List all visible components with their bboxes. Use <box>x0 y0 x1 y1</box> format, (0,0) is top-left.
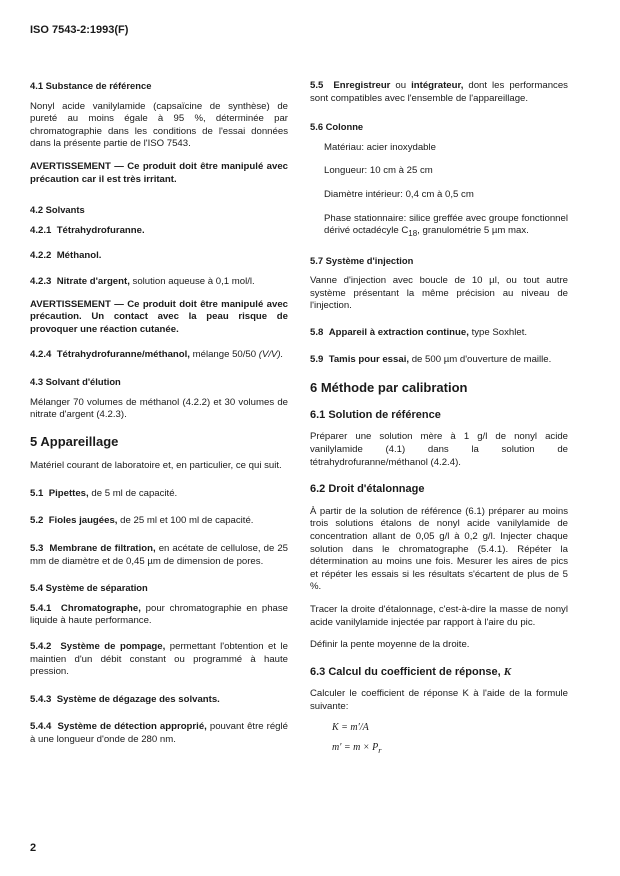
section-5-6-heading: 5.6 Colonne <box>310 121 364 133</box>
section-6-1-heading: 6.1 Solution de référence <box>310 408 441 421</box>
formula-k: K = m′/A <box>332 721 369 733</box>
item-num: 5.1 <box>30 487 44 499</box>
item-text: permettant l'obtention et le maintien d'un débit constant ou programmé à haute pression. <box>30 641 288 678</box>
section-6-1-text: Préparer une solution mère à 1 g/l de nonyl acide vanilylamide (4.1) dans la solution de tétrahydrofuranne/méthanol (4.2.4). <box>310 431 568 468</box>
item-bold: Enregistreur <box>333 80 391 91</box>
item-num: 4.2.2 <box>30 250 52 262</box>
item-num: 4.2.4 <box>30 349 52 361</box>
item-bold: Tétrahydrofuranne. <box>56 224 145 236</box>
section-6-2-text-1: À partir de la solution de référence (6.1) préparer au moins trois solutions étalons de nonyl acide vanilylamide de concentration allant de 0,05 g/l à 0,2 g/l. Injecter chaque solution dans le chromatographe (5.4.1). Répéter la détermination au moins une fois. Mesurer les aires de pics et répéter les essais si les résultats s'écartent de plus de 5 %. <box>310 505 568 593</box>
item-bold: Système de détection approprié, <box>57 721 207 733</box>
formula-text: m′ = m × P <box>332 742 379 754</box>
section-4-1-heading: 4.1 Substance de référence <box>30 80 152 91</box>
item-bold: Système de dégazage des solvants. <box>56 693 220 705</box>
column-material: Matériau: acier inoxydable <box>324 141 436 153</box>
column-phase <box>310 213 568 241</box>
column-diameter: Diamètre intérieur: 0,4 cm à 0,5 cm <box>324 188 474 200</box>
formula-subscript: r <box>378 746 382 756</box>
item-bold: Tamis pour essai, <box>328 353 410 365</box>
formula-m-prime <box>310 742 568 758</box>
section-5-7-heading: 5.7 Système d'injection <box>310 254 414 266</box>
item-text: de 25 ml et 100 ml de capacité. <box>117 515 254 527</box>
warning-2: AVERTISSEMENT — Ce produit doit être manipulé avec précaution. Un contact avec la peau risque de provoquer une réaction cutanée. <box>30 298 288 335</box>
item-bold: Appareil à extraction continue, <box>328 327 469 339</box>
document-header: ISO 7543-2:1993(F) <box>30 24 129 36</box>
section-6-heading: 6 Méthode par calibration <box>310 380 468 396</box>
item-5-4-1 <box>30 603 288 628</box>
section-5-text: Matériel courant de laboratoire et, en particulier, ce qui suit. <box>30 460 282 472</box>
item-unit: (V/V). <box>258 349 284 361</box>
item-5-8 <box>310 327 568 340</box>
item-num: 5.5 <box>310 80 324 91</box>
section-5-4-heading: 5.4 Système de séparation <box>30 582 148 594</box>
item-5-9 <box>310 354 568 367</box>
item-text: type Soxhlet. <box>468 327 528 339</box>
item-text: en acétate de cellulose, de 25 mm de diamètre et de 0,45 µm de dimension de pores. <box>30 543 288 567</box>
item-4-2-2 <box>30 250 288 263</box>
item-5-4-4 <box>30 721 288 746</box>
phase-text: Phase stationnaire: silice greffée avec groupe fonctionnel dérivé octadécyle C <box>324 212 568 237</box>
item-4-2-4 <box>30 349 288 362</box>
item-bold: Membrane de filtration, <box>49 543 156 555</box>
item-5-4-3 <box>30 694 288 707</box>
item-5-1 <box>30 488 288 501</box>
phase-subscript: 18 <box>408 229 418 239</box>
item-text: dont les performances sont compatibles avec l'ensemble de l'appareillage. <box>310 80 568 104</box>
item-bold: Méthanol. <box>56 250 102 262</box>
warning-1: AVERTISSEMENT — Ce produit doit être manipulé avec précaution car il est très irritant. <box>30 160 288 185</box>
item-bold: Système de pompage, <box>60 641 166 653</box>
column-length: Longueur: 10 cm à 25 cm <box>324 165 433 177</box>
item-text: de 500 µm d'ouverture de maille. <box>409 353 552 365</box>
item-num: 5.4.1 <box>30 602 52 614</box>
item-num: 4.2.3 <box>30 275 52 287</box>
item-text: de 5 ml de capacité. <box>88 487 178 499</box>
section-4-2-heading: 4.2 Solvants <box>30 204 85 216</box>
item-4-2-3 <box>30 276 288 289</box>
item-num: 5.4.4 <box>30 721 52 733</box>
item-bold: Fioles jaugées, <box>48 515 118 527</box>
left-column <box>30 80 288 747</box>
item-num: 5.2 <box>30 515 44 527</box>
item-num: 5.4.3 <box>30 693 52 705</box>
item-text: pour chromatographie en phase liquide à haute performance. <box>30 602 288 627</box>
item-4-2-1 <box>30 225 288 238</box>
item-bold: Chromatographe, <box>60 602 141 614</box>
section-6-2-text-3: Définir la pente moyenne de la droite. <box>310 639 470 651</box>
item-num: 5.8 <box>310 327 324 339</box>
item-num: 4.2.1 <box>30 224 52 236</box>
item-num: 5.4.2 <box>30 641 52 653</box>
item-num: 5.3 <box>30 543 44 555</box>
section-4-3-text: Mélanger 70 volumes de méthanol (4.2.2) et 30 volumes de nitrate d'argent (4.2.3). <box>30 396 288 421</box>
section-4-3-heading: 4.3 Solvant d'élution <box>30 375 121 387</box>
item-num: 5.9 <box>310 353 324 365</box>
section-5-7-text: Vanne d'injection avec boucle de 10 µl, ou tout autre système présentant la même précision au niveau de l'injection. <box>310 275 568 312</box>
heading-text: 6.3 Calcul du coefficient de réponse, <box>310 665 504 678</box>
section-6-2-heading: 6.2 Droit d'étalonnage <box>310 483 425 496</box>
item-text: solution aqueuse à 0,1 mol/l. <box>129 275 255 287</box>
section-5-heading: 5 Appareillage <box>30 433 119 449</box>
item-5-4-2 <box>30 641 288 679</box>
item-bold: Tétrahydrofuranne/méthanol, <box>56 349 190 361</box>
item-5-5 <box>310 80 568 105</box>
item-5-2 <box>30 515 288 528</box>
item-5-3 <box>30 543 288 568</box>
page-number: 2 <box>30 842 37 854</box>
right-column <box>310 80 568 758</box>
item-bold: Nitrate d'argent, <box>56 275 130 287</box>
section-6-2-text-2: Tracer la droite d'étalonnage, c'est-à-dire la masse de nonyl acide vanilylamide injectée par rapport à l'aire du pic. <box>310 603 568 628</box>
item-text: ou <box>390 80 412 91</box>
item-bold: intégrateur, <box>411 80 464 91</box>
section-6-3-heading <box>310 666 568 679</box>
item-text: pouvant être réglé à une longueur d'onde de 280 nm. <box>30 721 288 745</box>
item-text: mélange 50/50 <box>189 349 259 361</box>
section-6-3-text: Calculer le coefficient de réponse K à l'aide de la formule suivante: <box>310 688 568 712</box>
section-4-1-text: Nonyl acide vanilylamide (capsaïcine de synthèse) de pureté au moins égale à 95 %, déterminée par chromatographie dans les conditions de l'essai données dans la présente partie de l'ISO 7543. <box>30 100 288 150</box>
phase-text-end: , granulométrie 5 µm max. <box>417 225 529 237</box>
item-bold: Pipettes, <box>48 487 89 499</box>
heading-variable: K <box>503 665 512 678</box>
